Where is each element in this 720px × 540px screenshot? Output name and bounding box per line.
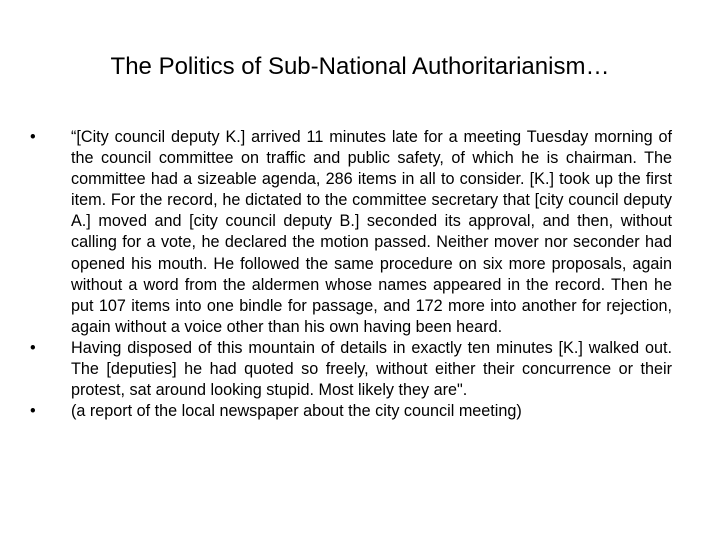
- slide-title: The Politics of Sub-National Authoritarianism…: [110, 53, 610, 80]
- bullet-item: [30, 127, 672, 338]
- bullet-list: [30, 127, 672, 422]
- bullet-item: [30, 338, 672, 401]
- bullet-marker: •: [30, 128, 36, 146]
- bullet-text: Having disposed of this mountain of details in exactly ten minutes [K.] walked out. The [deputies] he had quoted so freely, without either their concurrence or their protest, sat around looking stupid. Most likely they are".: [71, 338, 672, 400]
- bullet-text: (a report of the local newspaper about the city council meeting): [71, 402, 522, 421]
- bullet-item: [30, 401, 672, 422]
- bullet-marker: •: [30, 402, 36, 421]
- bullet-marker: •: [30, 338, 36, 357]
- bullet-text: “[City council deputy K.] arrived 11 minutes late for a meeting Tuesday morning of the council committee on traffic and public safety, of which he is chairman. The committee had a sizeable agenda, 286 items in all to consider. [K.] took up the first item. For the record, he dictated to the committee secretary that [city council deputy A.] moved and [city council deputy B.] seconded its approval, and then, without calling for a vote, he declared the motion passed. Neither mover nor seconder had opened his mouth. He followed the same procedure on six more proposals, again without a word from the aldermen whose names appeared in the record. Then he put 107 items into one bindle for passage, and 172 more into another for rejection, again without a voice other than his own having been heard.: [71, 128, 672, 336]
